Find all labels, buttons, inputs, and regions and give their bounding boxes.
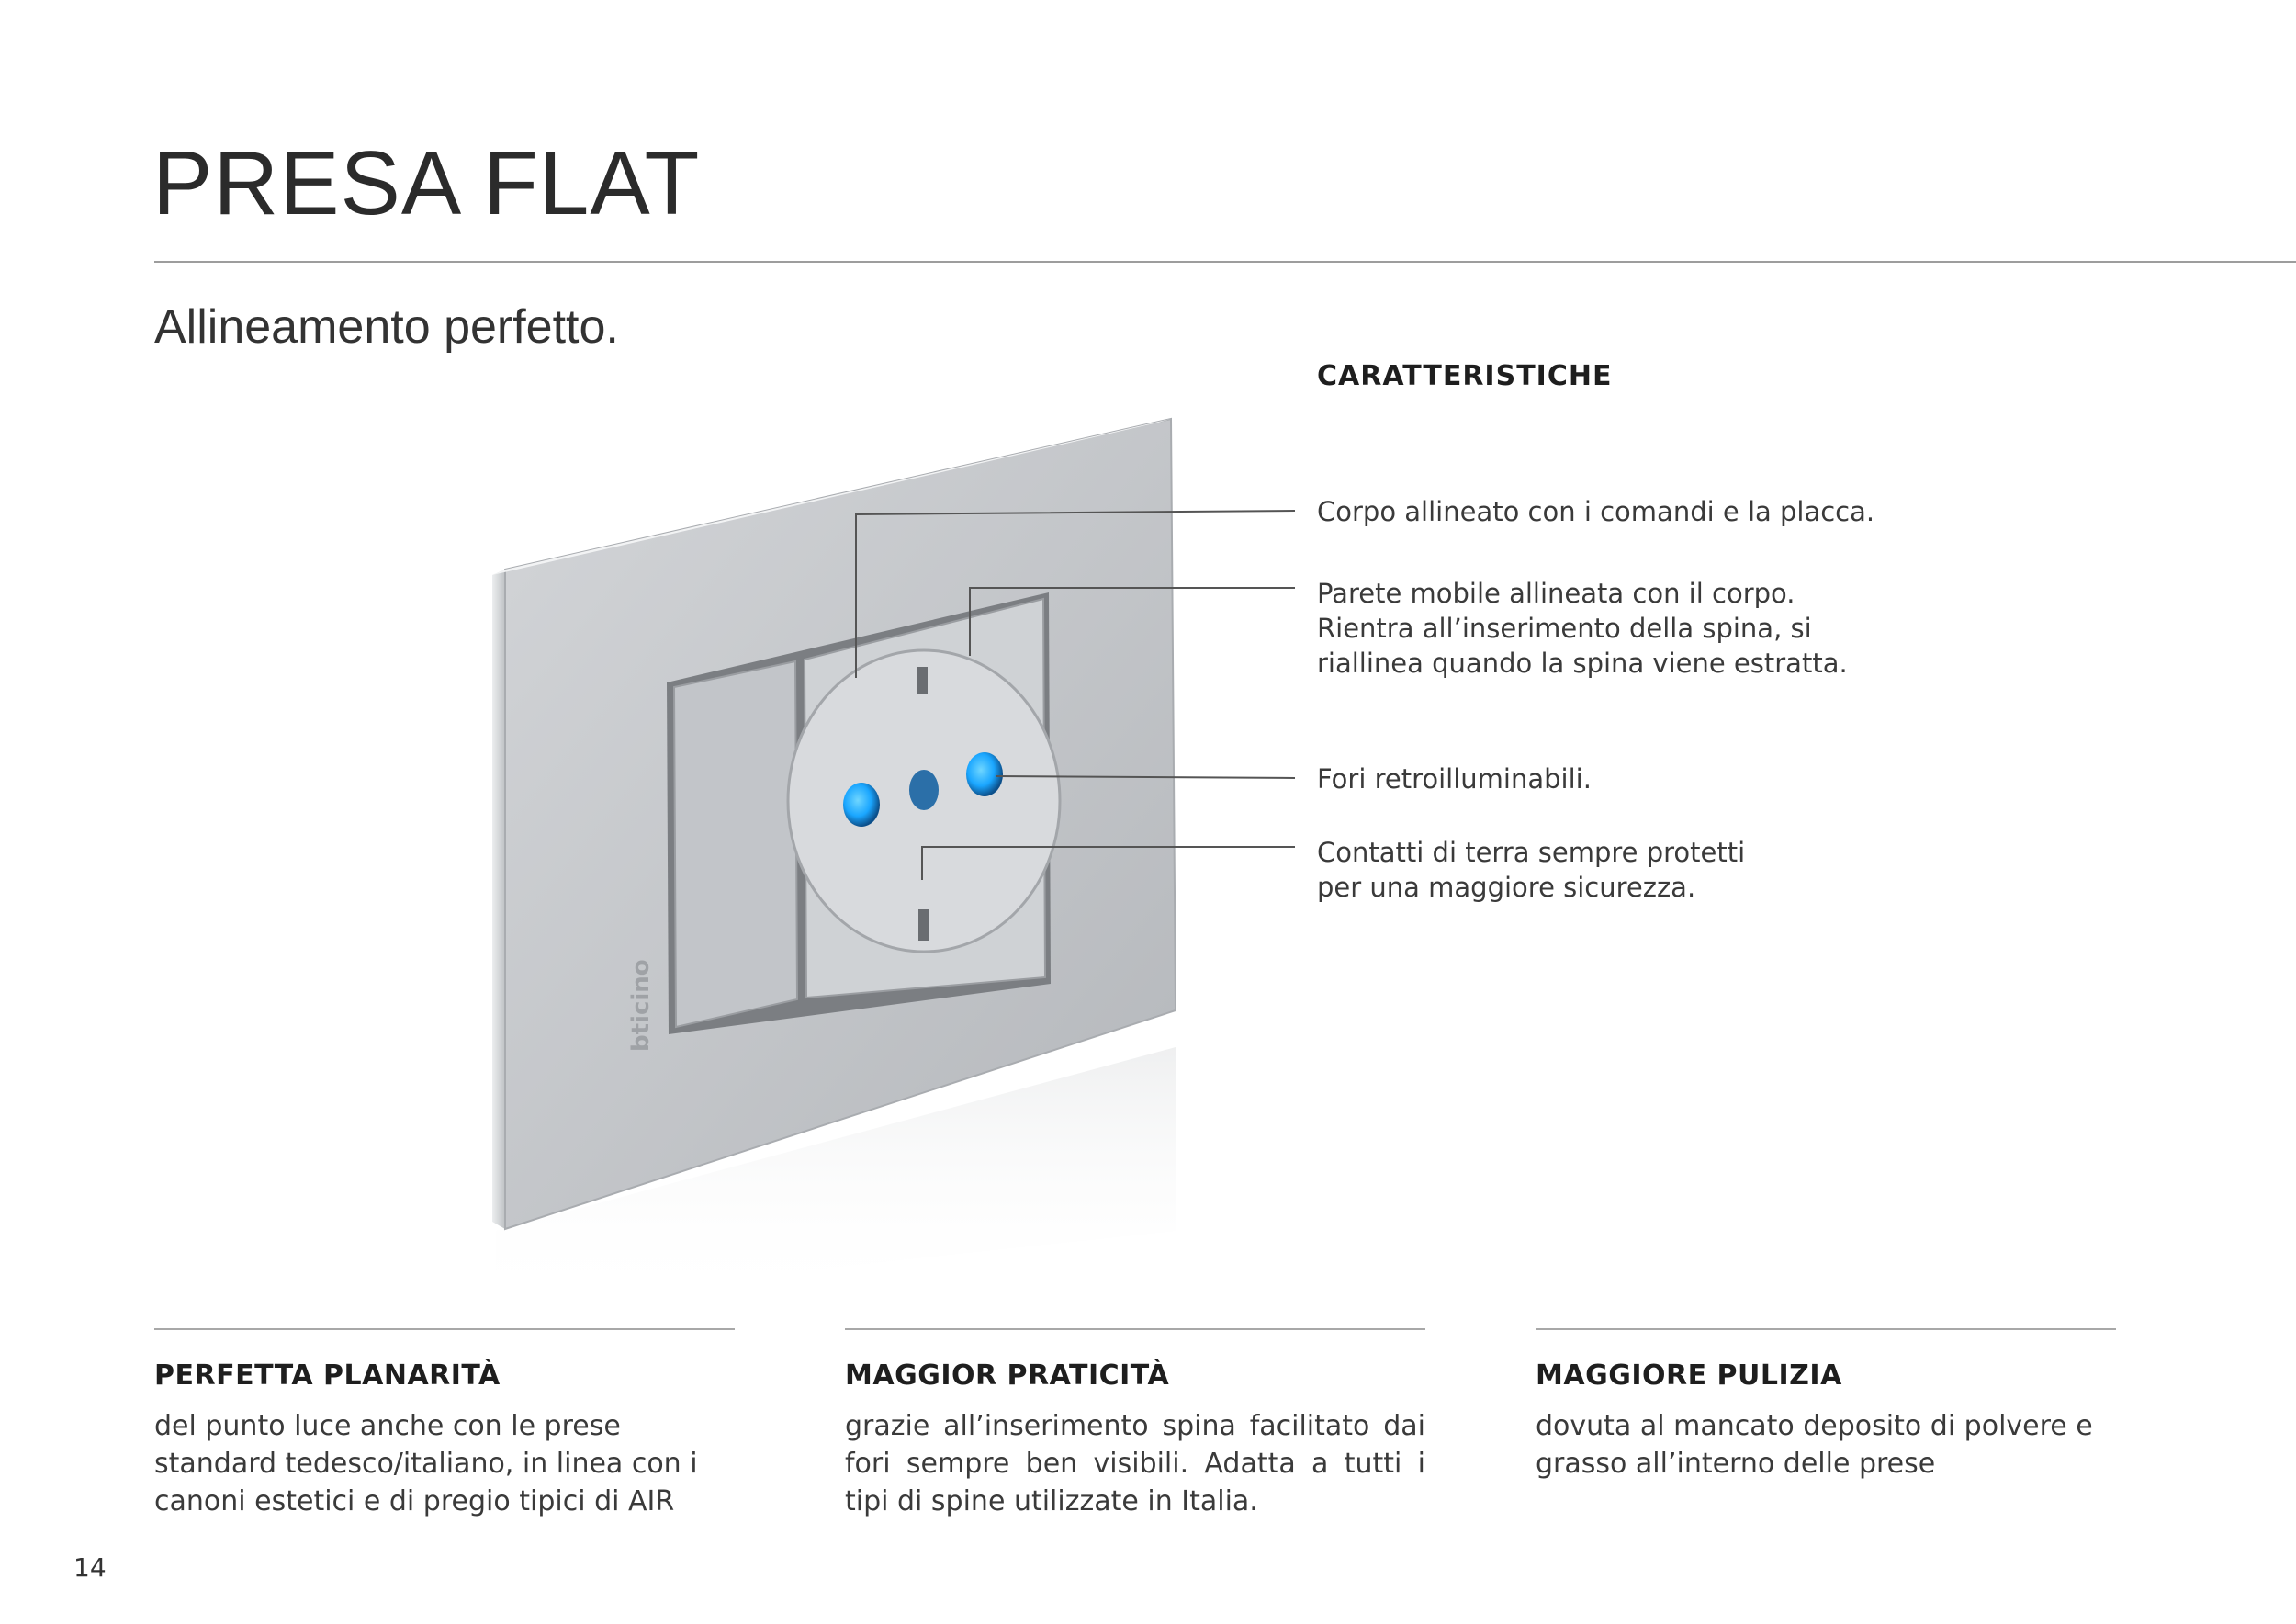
column-heading-planarity: PERFETTA PLANARITÀ <box>154 1359 501 1392</box>
callout-line-holes <box>996 776 1295 778</box>
features-heading: CARATTERISTICHE <box>1317 360 1613 392</box>
page-title: PRESA FLAT <box>152 132 701 233</box>
callout-line-body <box>856 511 1295 678</box>
column-rule-1 <box>154 1328 735 1330</box>
callout-line-earth <box>922 847 1295 880</box>
callout-line-wall <box>970 588 1295 656</box>
column-body-practicality: grazie all’inserimento spina facilitato dai fori sempre ben visibili. Adatta a tutti i tipi di spine utilizzate in Italia. <box>845 1410 1425 1517</box>
column-heading-cleanliness: MAGGIORE PULIZIA <box>1536 1359 1842 1392</box>
brand-logo: bticino <box>627 959 655 1052</box>
feature-item-earth: Contatti di terra sempre protetti per una maggiore sicurezza. <box>1317 837 1746 903</box>
page-number: 14 <box>73 1552 107 1583</box>
feature-item-wall: Parete mobile allineata con il corpo. Rientra all’inserimento della spina, si riallinea quando la spina viene estratta. <box>1317 578 1848 679</box>
feature-item-body: Corpo allineato con i comandi e la placca. <box>1317 496 1875 527</box>
column-body-planarity: del punto luce anche con le prese standard tedesco/italiano, in linea con i canoni estetici e di pregio tipici di AIR <box>154 1410 698 1517</box>
column-body-cleanliness: dovuta al mancato deposito di polvere e grasso all’interno delle prese <box>1536 1410 2093 1480</box>
feature-item-holes: Fori retroilluminabili. <box>1317 763 1592 795</box>
column-rule-3 <box>1536 1328 2116 1330</box>
column-rule-2 <box>845 1328 1425 1330</box>
column-heading-practicality: MAGGIOR PRATICITÀ <box>845 1359 1170 1392</box>
page-subtitle: Allineamento perfetto. <box>154 300 619 354</box>
